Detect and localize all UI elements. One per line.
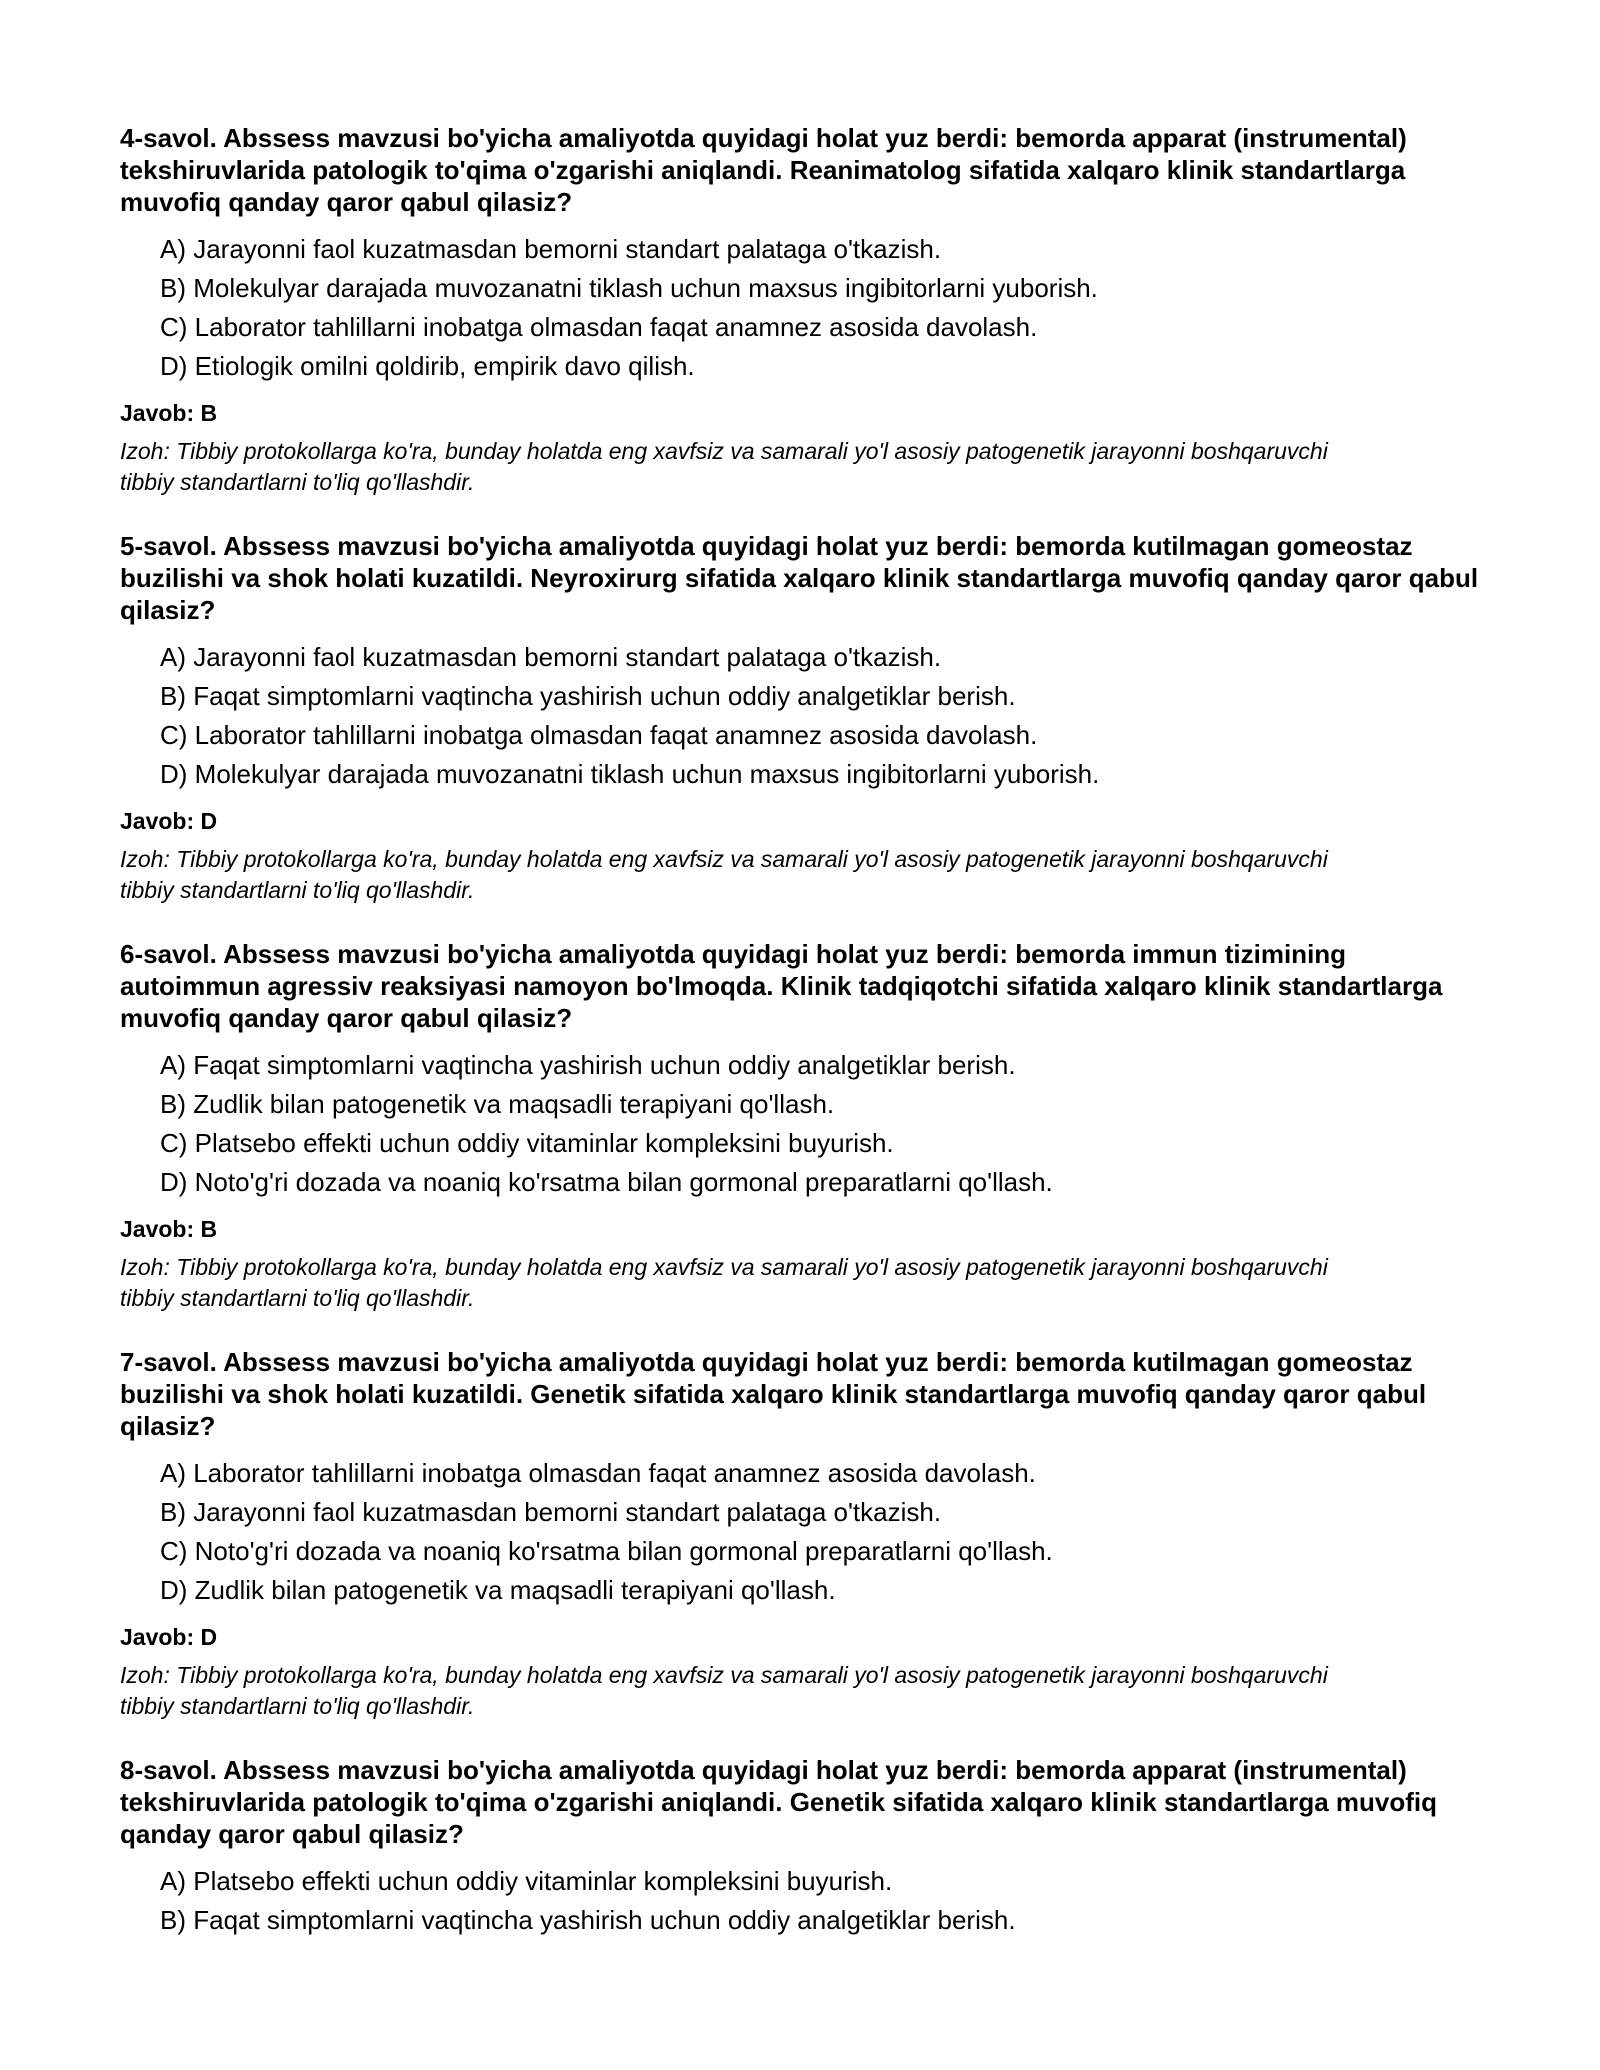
answer-label: Javob: B — [120, 1216, 218, 1242]
option-a: A) Laborator tahlillarni inobatga olmasdan faqat anamnez asosida davolash. — [160, 1458, 1036, 1488]
question-block — [120, 938, 1490, 1314]
question-text: 7-savol. Abssess mavzusi bo'yicha amaliyotda quyidagi holat yuz berdi: bemorda kutilmagan gomeostaz buzilishi va shok holati kuzatildi. Genetik sifatida xalqaro klinik standartlarga muvofiq qanday qaror qabul qilasiz? — [120, 1347, 1427, 1441]
answer-label: Javob: D — [120, 1624, 218, 1650]
options-list — [120, 1454, 1490, 1610]
option-a: A) Jarayonni faol kuzatmasdan bemorni standart palataga o'tkazish. — [160, 642, 942, 672]
explanation-text: Izoh: Tibbiy protokollarga ko'ra, bunday holatda eng xavfsiz va samarali yo'l asosiy patogenetik jarayonni boshqaruvchi tibbiy standartlarni to'liq qo'llashdir. — [120, 1662, 1328, 1719]
question-block — [120, 1346, 1490, 1722]
question-block — [120, 1754, 1490, 1940]
option-c: C) Laborator tahlillarni inobatga olmasdan faqat anamnez asosida davolash. — [160, 720, 1038, 750]
answer-label: Javob: B — [120, 400, 218, 426]
question-block — [120, 122, 1490, 498]
option-a: A) Jarayonni faol kuzatmasdan bemorni standart palataga o'tkazish. — [160, 234, 942, 264]
option-b: B) Molekulyar darajada muvozanatni tiklash uchun maxsus ingibitorlarni yuborish. — [160, 273, 1098, 303]
options-list — [120, 1046, 1490, 1202]
question-text: 6-savol. Abssess mavzusi bo'yicha amaliyotda quyidagi holat yuz berdi: bemorda immun tizimining autoimmun agressiv reaksiyasi namoyon bo'lmoqda. Klinik tadqiqotchi sifatida xalqaro klinik standartlarga muvofiq qanday qaror qabul qilasiz? — [120, 939, 1443, 1033]
question-block — [120, 530, 1490, 906]
option-d: D) Noto'g'ri dozada va noaniq ko'rsatma bilan gormonal preparatlarni qo'llash. — [160, 1167, 1053, 1197]
option-d: D) Etiologik omilni qoldirib, empirik davo qilish. — [160, 351, 695, 381]
option-a: A) Faqat simptomlarni vaqtincha yashirish uchun oddiy analgetiklar berish. — [160, 1050, 1016, 1080]
option-b: B) Zudlik bilan patogenetik va maqsadli terapiyani qo'llash. — [160, 1089, 835, 1119]
question-text: 8-savol. Abssess mavzusi bo'yicha amaliyotda quyidagi holat yuz berdi: bemorda apparat (instrumental) tekshiruvlarida patologik to'qima o'zgarishi aniqlandi. Genetik sifatida xalqaro klinik standartlarga muvofiq qanday qaror qabul qilasiz? — [120, 1755, 1437, 1849]
explanation-text: Izoh: Tibbiy protokollarga ko'ra, bunday holatda eng xavfsiz va samarali yo'l asosiy patogenetik jarayonni boshqaruvchi tibbiy standartlarni to'liq qo'llashdir. — [120, 438, 1328, 495]
question-text: 5-savol. Abssess mavzusi bo'yicha amaliyotda quyidagi holat yuz berdi: bemorda kutilmagan gomeostaz buzilishi va shok holati kuzatildi. Neyroxirurg sifatida xalqaro klinik standartlarga muvofiq qanday qaror qabul qilasiz? — [120, 531, 1479, 625]
option-c: C) Noto'g'ri dozada va noaniq ko'rsatma bilan gormonal preparatlarni qo'llash. — [160, 1536, 1053, 1566]
option-d: D) Zudlik bilan patogenetik va maqsadli terapiyani qo'llash. — [160, 1575, 836, 1605]
option-b: B) Faqat simptomlarni vaqtincha yashirish uchun oddiy analgetiklar berish. — [160, 681, 1016, 711]
explanation-text: Izoh: Tibbiy protokollarga ko'ra, bunday holatda eng xavfsiz va samarali yo'l asosiy patogenetik jarayonni boshqaruvchi tibbiy standartlarni to'liq qo'llashdir. — [120, 1254, 1328, 1311]
explanation-text: Izoh: Tibbiy protokollarga ko'ra, bunday holatda eng xavfsiz va samarali yo'l asosiy patogenetik jarayonni boshqaruvchi tibbiy standartlarni to'liq qo'llashdir. — [120, 846, 1328, 903]
option-b: B) Jarayonni faol kuzatmasdan bemorni standart palataga o'tkazish. — [160, 1497, 942, 1527]
answer-label: Javob: D — [120, 808, 218, 834]
options-list — [120, 638, 1490, 794]
option-c: C) Laborator tahlillarni inobatga olmasdan faqat anamnez asosida davolash. — [160, 312, 1038, 342]
question-text: 4-savol. Abssess mavzusi bo'yicha amaliyotda quyidagi holat yuz berdi: bemorda apparat (instrumental) tekshiruvlarida patologik to'qima o'zgarishi aniqlandi. Reanimatolog sifatida xalqaro klinik standartlarga muvofiq qanday qaror qabul qilasiz? — [120, 123, 1407, 217]
options-list — [120, 1862, 1490, 1940]
option-b: B) Faqat simptomlarni vaqtincha yashirish uchun oddiy analgetiklar berish. — [160, 1905, 1016, 1935]
options-list — [120, 230, 1490, 386]
option-c: C) Platsebo effekti uchun oddiy vitaminlar kompleksini buyurish. — [160, 1128, 894, 1158]
option-a: A) Platsebo effekti uchun oddiy vitaminlar kompleksini buyurish. — [160, 1866, 893, 1896]
option-d: D) Molekulyar darajada muvozanatni tiklash uchun maxsus ingibitorlarni yuborish. — [160, 759, 1100, 789]
